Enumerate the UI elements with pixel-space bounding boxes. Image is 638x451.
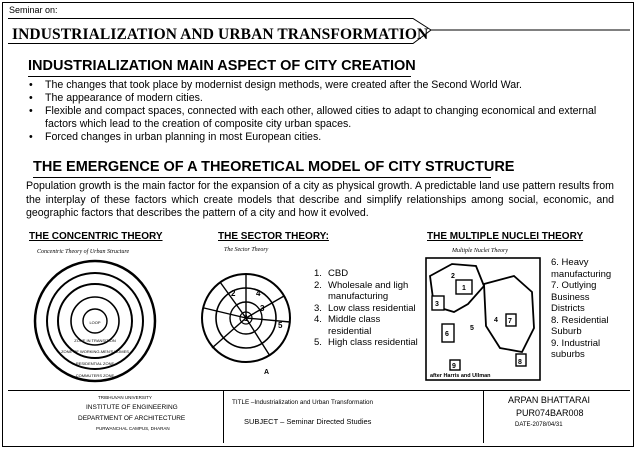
footer-divider — [483, 391, 484, 443]
submission-date: DATE-2078/04/31 — [515, 422, 563, 428]
bullet-item: • Flexible and compact spaces, connected with each other, allowed cities to adapt to changing economical and external factors which lead to the creation of composite city urban spaces. — [29, 105, 597, 130]
bullet-icon: • — [29, 105, 33, 117]
sector-caption: The Sector Theory — [224, 247, 269, 253]
bullet-item: • The appearance of modern cities. — [29, 92, 203, 104]
sector-number: 4 — [256, 289, 261, 298]
sector-number: A — [264, 369, 270, 376]
sector-number: 1 — [244, 314, 249, 323]
roll-number: PUR074BAR008 — [516, 408, 584, 418]
legend-item: 2. Wholesale and ligh manufacturing — [314, 279, 409, 302]
sector-diagram — [198, 256, 306, 384]
campus-name: PURWANCHAL CAMPUS, DHARAN — [96, 426, 170, 431]
concentric-title: THE CONCENTRIC THEORY — [29, 231, 163, 242]
bullet-item: • The changes that took place by modernist design methods, were created after the Second World War. — [29, 79, 522, 91]
nuclei-diagram — [424, 256, 544, 384]
author-name: ARPAN BHATTARAI — [508, 395, 591, 405]
title-block — [8, 390, 630, 443]
concentric-diagram — [30, 258, 160, 384]
nuclei-title: THE MULTIPLE NUCLEI THEORY — [427, 231, 584, 242]
nuclei-number: 1 — [462, 285, 466, 292]
legend-item: 9. Industrial suburbs — [551, 337, 601, 360]
bullet-icon: • — [29, 131, 33, 143]
legend-item: 3. Low class residential — [314, 302, 416, 314]
bullet-item: • Forced changes in urban planning in most European cities. — [29, 131, 322, 143]
ring-label: RESIDENTIAL ZONE — [75, 361, 115, 366]
ring-label: ZONE IN TRANSITION — [74, 338, 116, 343]
section2-heading: THE EMERGENCE OF A THEORETICAL MODEL OF CITY STRUCTURE — [33, 159, 515, 175]
sector-title: THE SECTOR THEORY: — [218, 231, 329, 242]
legend-item: 7. Outlying Business Districts — [551, 280, 597, 314]
nuclei-number: 3 — [435, 301, 439, 308]
sector-number: 2 — [231, 289, 236, 298]
footer-subject: SUBJECT – Seminar Directed Studies — [244, 417, 372, 426]
ring-label: LOOP — [89, 320, 101, 325]
nuclei-credit: after Harris and Ullman — [430, 373, 491, 379]
legend-item: 4. Middle class residential — [314, 314, 381, 337]
legend-item: 1. CBD — [314, 268, 349, 279]
sector-number: 3 — [260, 304, 265, 313]
institute-name: INSTITUTE OF ENGINEERING — [86, 404, 178, 411]
bullet-icon: • — [29, 92, 33, 104]
section1-underline — [28, 76, 411, 77]
legend-item: 6. Heavy manufacturing — [551, 257, 612, 280]
sector-number: 5 — [278, 321, 283, 330]
nuclei-number: 6 — [445, 331, 449, 338]
nuclei-number: 7 — [508, 318, 512, 325]
sector-legend — [314, 268, 418, 349]
ring-label: ZONE OF WORKING-MEN'S HOMES — [61, 349, 129, 354]
nuclei-number: 8 — [518, 359, 522, 366]
legend-item: 5. High class residential — [314, 337, 418, 348]
seminar-label: Seminar on: — [9, 5, 58, 15]
footer-divider — [223, 391, 224, 443]
nuclei-number: 4 — [494, 317, 498, 324]
section2-underline — [33, 177, 491, 178]
nuclei-number: 5 — [470, 325, 474, 332]
section1-bullets — [26, 79, 626, 144]
section2-paragraph: Population growth is the main factor for the expansion of a city as physical growth. A predictable land use pattern results from the interplay of these factors which create models that describe and simplify relationships among social, economic, and geographic factors that describes the pattern of a city and how it evolved. — [26, 180, 614, 219]
department-name: DEPARTMENT OF ARCHITECTURE — [78, 415, 186, 422]
ring-label: COMMUTERS ZONE — [75, 373, 115, 378]
nuclei-number: 9 — [452, 363, 456, 370]
footer-title: TITLE –Industrialization and Urban Transformation — [232, 399, 374, 406]
legend-item: 8. Residential Suburb — [551, 314, 609, 337]
nuclei-legend — [551, 257, 625, 361]
university-name: TRIBHUVAN UNIVERSITY — [98, 395, 152, 400]
page-title: INDUSTRIALIZATION AND URBAN TRANSFORMATION — [12, 26, 429, 43]
section1-heading: INDUSTRIALIZATION MAIN ASPECT OF CITY CREATION — [28, 58, 416, 74]
bullet-icon: • — [29, 79, 33, 91]
concentric-caption: Concentric Theory of Urban Structure — [37, 249, 130, 255]
nuclei-caption: Multiple Nuclei Theory — [452, 248, 508, 254]
nuclei-number: 2 — [451, 273, 455, 280]
